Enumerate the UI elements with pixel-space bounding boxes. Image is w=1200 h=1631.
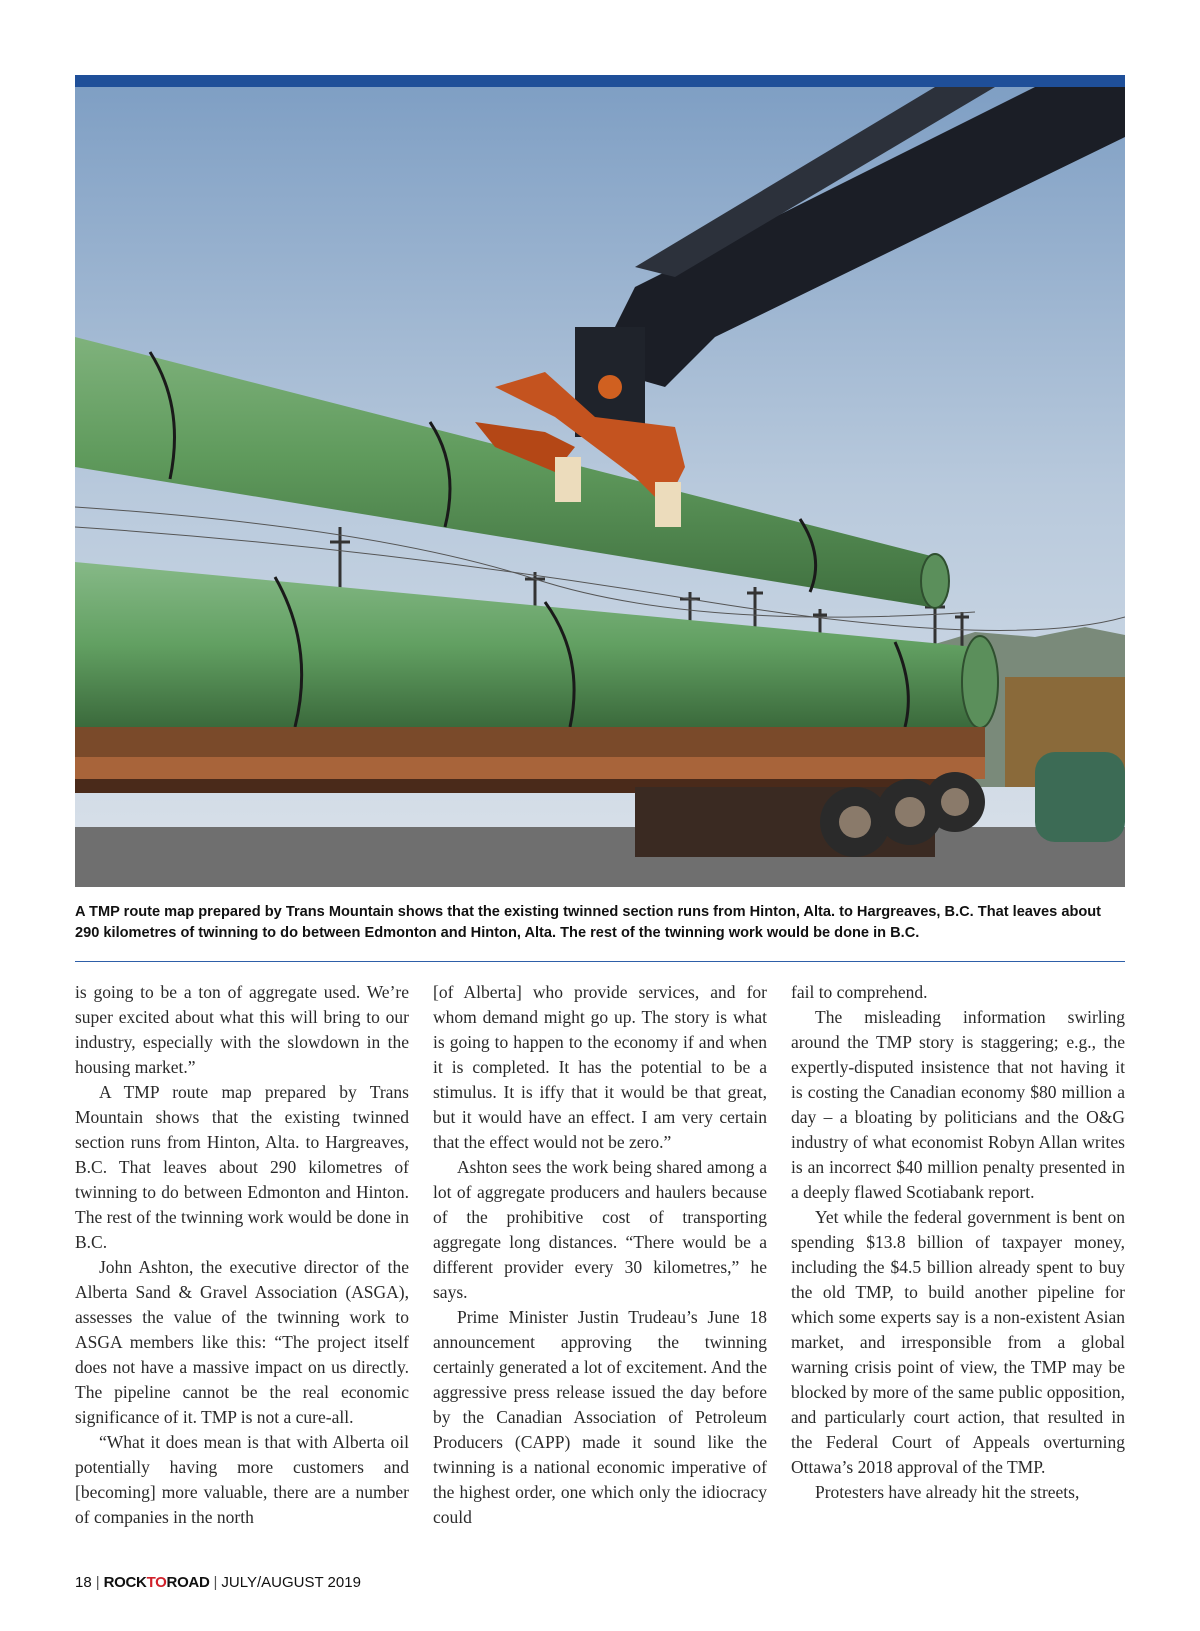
logo-rock: ROCK (103, 1574, 147, 1591)
pipeline-photo (75, 87, 1125, 887)
paragraph: [of Alberta] who provide services, and for whom demand might go up. The story is what is going to happen to the economy if and when it is completed. It has the potential to be a stimulus. It is iffy that it would be that great, but it would have an effect. I am very certain that the effect would not be zero.” (433, 982, 767, 1152)
paragraph: Yet while the federal government is bent on spending $13.8 billion of taxpayer money, including the $4.5 billion already spent to buy the old TMP, to build another pipeline for which some experts say is a non-existent Asian market, and irresponsible from a global warning crisis point of view, the TMP may be blocked by more of the same public opposition, and particularly court action, that resulted in the Federal Court of Appeals overturning Ottawa’s 2018 approval of the TMP. (791, 1207, 1125, 1477)
logo-road: ROAD (166, 1574, 210, 1591)
logo-to: TO (146, 1574, 167, 1591)
paragraph: Ashton sees the work being shared among a lot of aggregate producers and haulers because of the prohibitive cost of transporting aggregate long distances. “There would be a different provider every 30 kilometres,” he says. (433, 1157, 767, 1302)
paragraph: A TMP route map prepared by Trans Mountain shows that the existing twinned section runs from Hinton, Alta. to Hargreaves, B.C. That leaves about 290 kilometres of twinning to do between Edmonton and Hinton. The rest of the twinning work would be done in B.C. (75, 1082, 409, 1252)
article-column-1 (75, 980, 409, 1530)
article-column-2 (433, 980, 767, 1530)
page-footer (75, 1574, 361, 1591)
paragraph: Prime Minister Justin Trudeau’s June 18 announcement approving the twinning certainly generated a lot of excitement. And the aggressive press release issued the day before by the Canadian Association of Petroleum Producers (CAPP) made it sound like the twinning is a national economic imperative of the highest order, one which only the idiocracy could (433, 1307, 767, 1527)
paragraph: The misleading information swirling around the TMP story is staggering; e.g., the expertly-disputed insistence that not having it is costing the Canadian economy $80 million a day – a bloating by politicians and the O&G industry of what economist Robyn Allan writes is an incorrect $40 million penalty presented in a deeply flawed Scotiabank report. (791, 1007, 1125, 1202)
paragraph: Protesters have already hit the streets, (815, 1482, 1080, 1502)
article-body (75, 980, 1125, 1558)
top-accent-rule (75, 75, 1125, 87)
article-column-3 (791, 980, 1125, 1505)
paragraph: fail to comprehend. (791, 982, 928, 1002)
paragraph: “What it does mean is that with Alberta oil potentially having more customers and [becoming] more valuable, there are a number of companies in the north (75, 1432, 409, 1527)
footer-separator: | (95, 1574, 100, 1591)
caption-divider (75, 961, 1125, 962)
page-number: 18 (75, 1574, 92, 1591)
photo-caption: A TMP route map prepared by Trans Mountain shows that the existing twinned section runs from Hinton, Alta. to Hargreaves, B.C. That leaves about 290 kilometres of twinning to do between Edmonton and Hinton, Alta. The rest of the twinning work would be done in B.C. (75, 904, 1102, 941)
footer-separator: | (213, 1574, 218, 1591)
pipeline-illustration (75, 87, 1125, 887)
paragraph: is going to be a ton of aggregate used. We’re super excited about what this will bring to our industry, especially with the slowdown in the housing market.” (75, 982, 409, 1077)
issue-date: JULY/AUGUST 2019 (221, 1574, 361, 1591)
paragraph: John Ashton, the executive director of the Alberta Sand & Gravel Association (ASGA), assesses the value of the twinning work to ASGA members like this: “The project itself does not have a massive impact on us directly. The pipeline cannot be the real economic significance of it. TMP is not a cure-all. (75, 1257, 409, 1427)
magazine-logo (104, 1574, 210, 1591)
